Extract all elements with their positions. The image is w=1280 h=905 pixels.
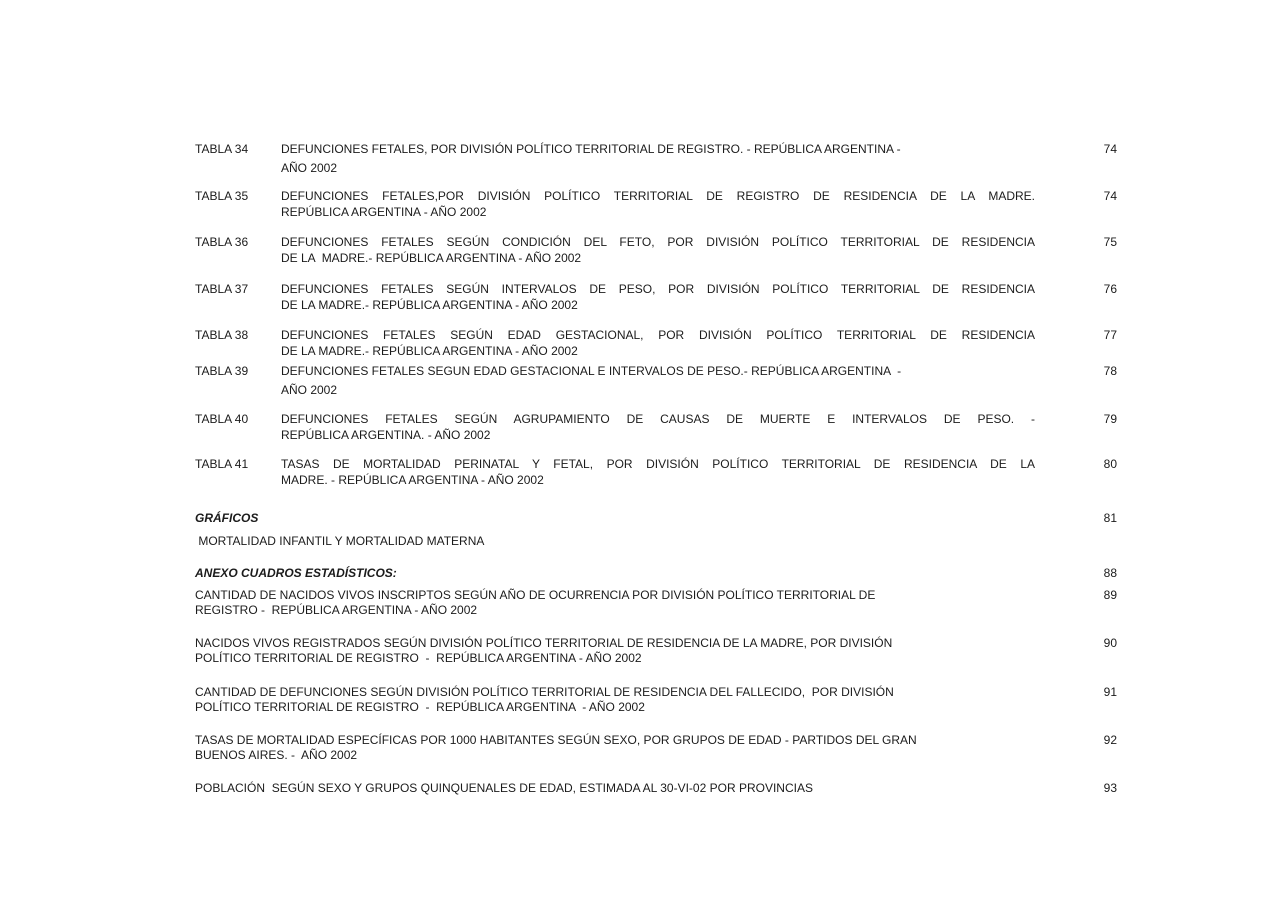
page-number: 75 [1103,235,1117,249]
title-line: DEFUNCIONES FETALES SEGUN EDAD GESTACIONAL E INTERVALOS DE PESO.- REPÚBLICA ARGENTINA - [281,364,902,378]
toc-entry-tabla-39 [195,362,1117,400]
table-title [281,328,1035,359]
title-line: DEFUNCIONES FETALES, POR DIVISIÓN POLÍTICO TERRITORIAL DE REGISTRO. - REPÚBLICA ARGENTINA - [281,142,901,156]
table-label: TABLA 36 [195,235,249,249]
page-number: 77 [1103,328,1117,342]
table-label: TABLA 40 [195,412,249,426]
table-label: TABLA 37 [195,282,249,296]
table-label: TABLA 38 [195,328,249,342]
title-line: DEFUNCIONES FETALES,POR DIVISIÓN POLÍTICO TERRITORIAL DE REGISTRO DE RESIDENCIA DE LA MADRE. [281,189,1035,203]
title-line: POLÍTICO TERRITORIAL DE REGISTRO - REPÚBLICA ARGENTINA - AÑO 2002 [195,700,645,714]
page-number: 81 [1103,511,1117,525]
table-label: TABLA 34 [195,142,249,156]
table-title [281,189,1035,220]
page-number: 88 [1103,566,1117,580]
title-line: DE LA MADRE.- REPÚBLICA ARGENTINA - AÑO 2002 [281,297,578,312]
title-line: TASAS DE MORTALIDAD PERINATAL Y FETAL, POR DIVISIÓN POLÍTICO TERRITORIAL DE RESIDENCIA DE LA [281,457,1035,471]
page-number: 80 [1103,457,1117,471]
table-title [281,412,1035,443]
section-title: ANEXO CUADROS ESTADÍSTICOS: [195,566,397,580]
anexo-entry-4 [195,733,1117,764]
table-title [281,362,1035,400]
title-line: CANTIDAD DE DEFUNCIONES SEGÚN DIVISIÓN POLÍTICO TERRITORIAL DE RESIDENCIA DEL FALLECIDO, POR DIVISIÓN [195,684,894,699]
table-label: TABLA 35 [195,189,249,203]
anexo-entry-5 [195,781,1117,797]
anexo-title [195,733,1040,764]
page-number: 89 [1103,587,1117,602]
title-line: CANTIDAD DE NACIDOS VIVOS INSCRIPTOS SEGÚN AÑO DE OCURRENCIA POR DIVISIÓN POLÍTICO TERRITORIAL DE [195,587,876,602]
toc-entry-tabla-35 [195,189,1117,220]
page-number: 91 [1103,684,1117,699]
page-number: 79 [1103,412,1117,426]
title-line: REPÚBLICA ARGENTINA. - AÑO 2002 [281,427,491,442]
anexo-entry-3 [195,685,1117,716]
title-line: REGISTRO - REPÚBLICA ARGENTINA - AÑO 2002 [195,603,478,617]
toc-entry-tabla-36 [195,235,1117,266]
title-line: NACIDOS VIVOS REGISTRADOS SEGÚN DIVISIÓN POLÍTICO TERRITORIAL DE RESIDENCIA DE LA MADRE, POR DIVISIÓN [195,635,893,650]
title-line: BUENOS AIRES. - AÑO 2002 [195,748,358,762]
anexo-title [195,588,1040,619]
anexo-title [195,781,1040,797]
page-number: 78 [1103,364,1117,378]
anexo-entry-1 [195,588,1117,619]
title-line: AÑO 2002 [281,161,338,175]
title-line: DE LA MADRE.- REPÚBLICA ARGENTINA - AÑO 2002 [281,343,578,358]
table-label: TABLA 41 [195,457,249,471]
page-number: 76 [1103,282,1117,296]
section-anexo [195,566,1117,582]
toc-entry-tabla-41 [195,457,1117,488]
toc-entry-tabla-40 [195,412,1117,443]
title-line: REPÚBLICA ARGENTINA - AÑO 2002 [281,204,487,219]
section-title: GRÁFICOS [195,511,259,525]
table-label: TABLA 39 [195,364,249,378]
section-graficos [195,511,1117,527]
title-line: DEFUNCIONES FETALES SEGÚN INTERVALOS DE PESO, POR DIVISIÓN POLÍTICO TERRITORIAL DE RESIDENCIA [281,282,1035,296]
title-line: POLÍTICO TERRITORIAL DE REGISTRO - REPÚBLICA ARGENTINA - AÑO 2002 [195,651,642,665]
anexo-title [195,685,1040,716]
title-line: POBLACIÓN SEGÚN SEXO Y GRUPOS QUINQUENALES DE EDAD, ESTIMADA AL 30-VI-02 POR PROVINCIAS [195,780,813,795]
page-number: 92 [1103,732,1117,747]
title-line: TASAS DE MORTALIDAD ESPECÍFICAS POR 1000 HABITANTES SEGÚN SEXO, POR GRUPOS DE EDAD - PARTIDOS DEL GRAN [195,732,917,747]
toc-entry-tabla-38 [195,328,1117,359]
toc-entry-tabla-34 [195,140,1117,178]
title-line: AÑO 2002 [281,383,338,397]
table-title [281,235,1035,266]
toc-entry-tabla-37 [195,282,1117,313]
page-number: 74 [1103,142,1117,156]
page-number: 74 [1103,189,1117,203]
table-title [281,282,1035,313]
subtitle-text: MORTALIDAD INFANTIL Y MORTALIDAD MATERNA [195,533,485,548]
anexo-title [195,636,1040,667]
title-line: DEFUNCIONES FETALES SEGÚN CONDICIÓN DEL FETO, POR DIVISIÓN POLÍTICO TERRITORIAL DE RESIDENCIA [281,235,1035,249]
page-number: 90 [1103,635,1117,650]
title-line: DE LA MADRE.- REPÚBLICA ARGENTINA - AÑO 2002 [281,250,582,265]
page-number: 93 [1103,780,1117,795]
title-line: MADRE. - REPÚBLICA ARGENTINA - AÑO 2002 [281,472,544,487]
table-title [281,457,1035,488]
table-title [281,140,1035,178]
title-line: DEFUNCIONES FETALES SEGÚN EDAD GESTACIONAL, POR DIVISIÓN POLÍTICO TERRITORIAL DE RESIDENCIA [281,328,1035,342]
anexo-entry-2 [195,636,1117,667]
title-line: DEFUNCIONES FETALES SEGÚN AGRUPAMIENTO DE CAUSAS DE MUERTE E INTERVALOS DE PESO. - [281,412,1035,426]
section-graficos-subtitle [195,534,1117,550]
